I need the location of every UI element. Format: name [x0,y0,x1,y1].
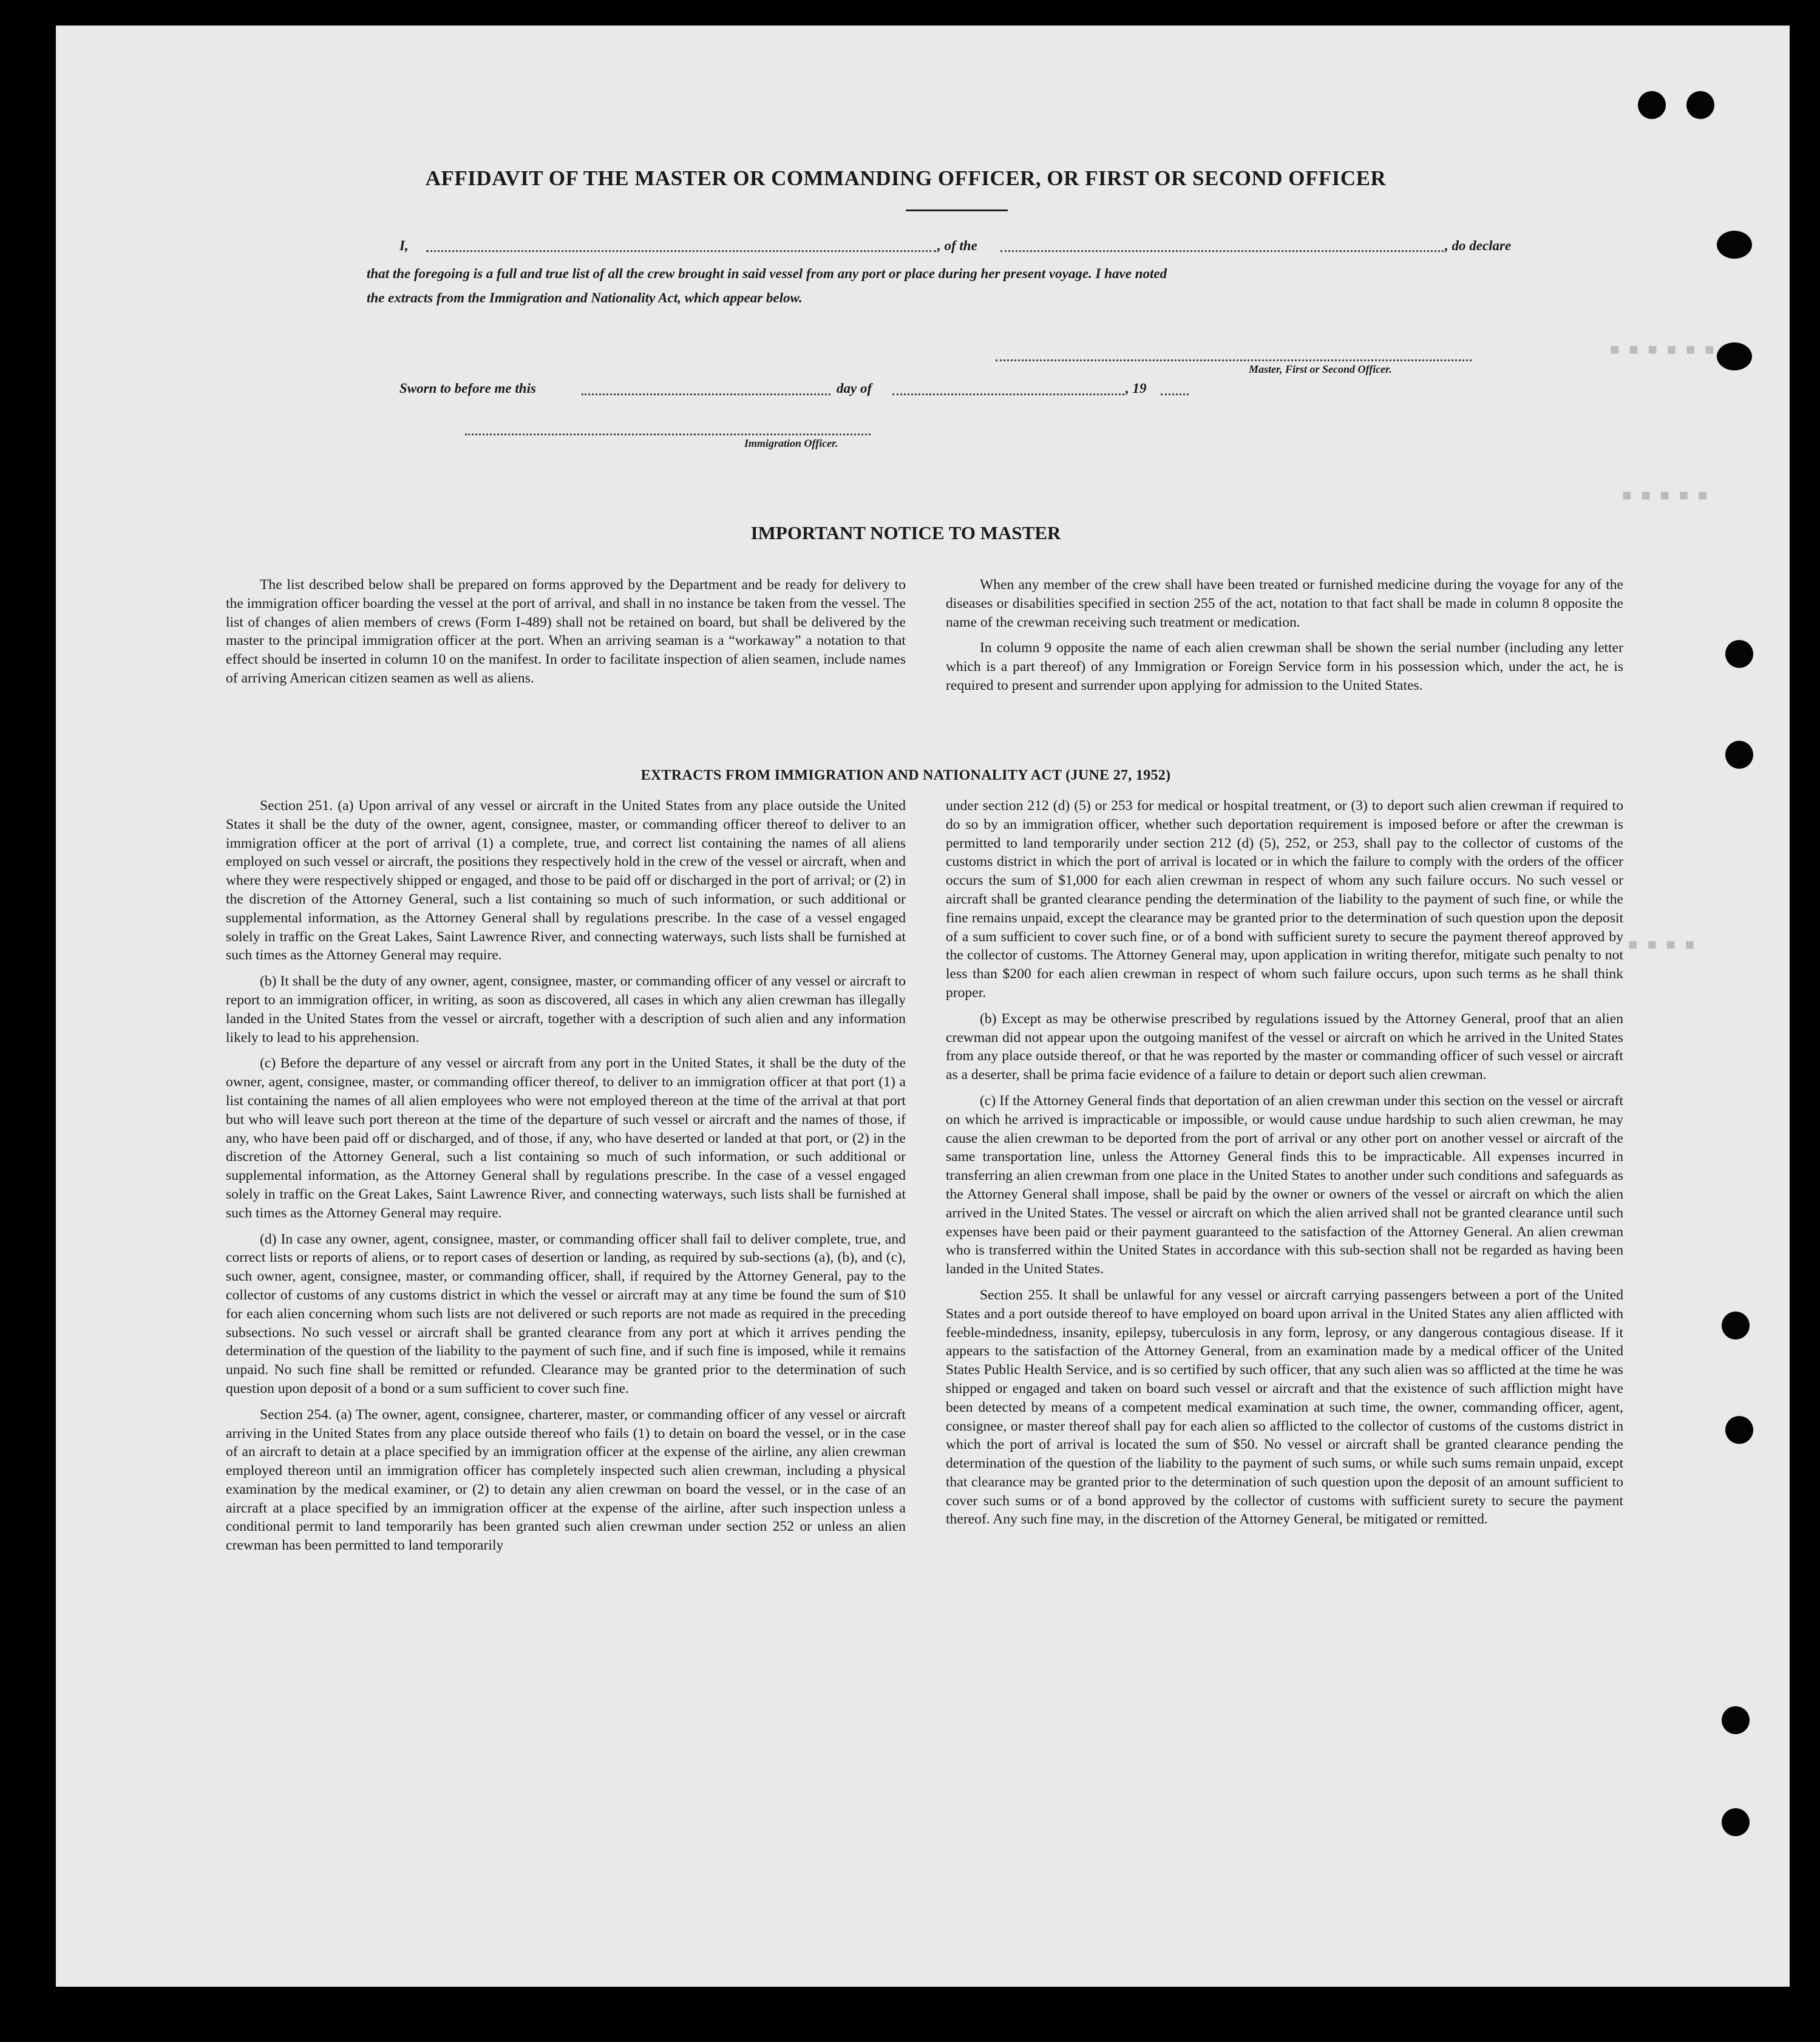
officer-signature-label: Immigration Officer. [744,437,838,449]
affidavit-statement-line1: that the foregoing is a full and true list of all the crew brought in said vessel from any port or place during her present voyage. I have noted [367,266,1167,281]
punch-hole [1725,741,1753,769]
do-declare-label: , do declare [1445,238,1512,253]
notice-title: IMPORTANT NOTICE TO MASTER [750,522,1061,543]
sworn-label: Sworn to before me this [399,381,536,396]
master-signature-label: Master, First or Second Officer. [1249,363,1392,375]
section-251c: (c) Before the departure of any vessel or aircraft from any port in the United States, it shall be the duty of the owner, agent, consignee, master, or commanding officer thereof, to deliver to an immigration officer at that port (1) a list containing the names of all alien employees who were not employed thereon at the time of the arrival at that port but who will leave such port thereon at the time of the departure of such vessel or aircraft and the names of those, if any, who have been paid off or discharged, and of those, if any, who have deserted or landed at that port, or (2) in the discretion of the Attorney General, such a list containing so much of such information, or such additional or supplemental information, as the Attorney General shall by regulations prescribe. In the case of a vessel engaged solely in traffic on the Great Lakes, Saint Lawrence River, and connecting waterways, such lists shall be furnished at such times as the Attorney General may require. [226,1055,906,1221]
punch-hole [1722,1312,1750,1339]
section-254b: (b) Except as may be otherwise prescribed by regulations issued by the Attorney General, proof that an alien crewman did not appear upon the outgoing manifest of the vessel or aircraft on which he arrived in the United States from any place outside thereof, or that he was reported by the master or commanding officer of such vessel or aircraft as a deserter, shall be prima facie evidence of a failure to detain or deport such alien crewman. [946,1010,1623,1083]
punch-hole [1717,342,1752,370]
extracts-title: EXTRACTS FROM IMMIGRATION AND NATIONALITY ACT (JUNE 27, 1952) [640,767,1171,783]
punch-hole [1717,231,1752,259]
of-the-label: , of the [937,238,977,253]
officer-signature-line [465,434,871,435]
section-251a: Section 251. (a) Upon arrival of any vessel or aircraft in the United States from any place outside the United States it shall be the duty of the owner, agent, consignee, master, or commanding officer thereof to deliver to an immigration officer at the port of arrival (1) a complete, true, and correct list containing the names of all aliens employed on such vessel or aircraft, the positions they respectively hold in the crew of the vessel or aircraft, when and where they were respectively shipped or engaged, and those to be paid off or discharged in the port of arrival; or (2) in the discretion of the Attorney General, such a list containing so much of such information, or such additional or supplemental information, as the Attorney General shall by regulations prescribe. In the case of a vessel engaged solely in traffic on the Great Lakes, Saint Lawrence River, and connecting waterways, such lists shall be furnished at such times as the Attorney General may require. [226,798,906,964]
master-signature-line [996,359,1472,361]
affidavit-title: AFFIDAVIT OF THE MASTER OR COMMANDING OFFICER, OR FIRST OR SECOND OFFICER [425,166,1387,190]
section-251d: (d) In case any owner, agent, consignee, master, or commanding officer shall fail to deliver complete, true, and correct lists or reports of aliens, or to report cases of desertion or landing, as required by sub-sections (a), (b), and (c), such owner, agent, consignee, master, or commanding officer, shall, if required by the Attorney General, pay to the collector of customs of any customs district in which the vessel or aircraft may at any time be found the sum of $10 for each alien concerning whom such lists are not delivered or such reports are not made as required in the preceding subsections. No such vessel or aircraft shall be granted clearance from any port at which it arrives pending the determination of the question of the liability to the payment of such fine, and if such fine is imposed, while it remains unpaid. No such fine shall be remitted or refunded. Clearance may be granted prior to the determination of such question upon deposit of a bond or a sum sufficient to cover such fine. [226,1231,906,1397]
section-254a-start: Section 254. (a) The owner, agent, consignee, charterer, master, or commanding officer of any vessel or aircraft arriving in the United States from any place outside thereof who fails (1) to detain on board the vessel, or in the case of an aircraft to detain at a place specified by an immigration officer at the expense of the airline, any alien crewman employed thereon until an immigration officer has completely inspected such alien crewman, including a physical examination by the medical examiner, or (2) to detain any alien crewman on board the vessel, or in the case of an aircraft at a place specified by an immigration officer at the expense of the airline, after such inspection unless a conditional permit to land temporarily has been granted such alien crewman under section 252 or unless an alien crewman has been permitted to land temporarily [226,1406,906,1554]
extracts-left-column [226,797,906,1562]
vessel-blank [1000,250,1444,252]
punch-hole [1722,1808,1750,1836]
name-blank [426,250,936,252]
section-254c: (c) If the Attorney General finds that deportation of an alien crewman under this section on the vessel or aircraft on which he arrived is impracticable or impossible, or would cause undue hardship to such alien crewman, he may cause the alien crewman to be deported from the port of arrival or any other port on another vessel or aircraft of the same transportation line, unless the Attorney General finds this to be impracticable. All expenses incurred in transferring an alien crewman from one place in the United States to another under such conditions and safeguards as the Attorney General shall impose, shall be paid by the owner or owners of the vessel or aircraft on which the alien arrived in the United States. The vessel or aircraft on which the alien arrived shall not be granted clearance until such expenses have been paid or their payment guaranteed to the satisfaction of the Attorney General. An alien crewman who is transferred within the United States in accordance with this sub-section shall not be regarded as having been landed in the United States. [946,1092,1623,1278]
punch-hole [1686,91,1714,119]
bleed-through: ■ ■ ■ ■ ■ ■ [1610,341,1714,359]
bleed-through: ■ ■ ■ ■ ■ [1622,487,1708,505]
punch-hole [1725,1416,1753,1444]
sworn-year-blank [1161,393,1189,395]
section-255: Section 255. It shall be unlawful for any vessel or aircraft carrying passengers between a port of the United States and a port outside thereof to have employed on board upon arrival in the United States any alien afflicted with feeble-mindedness, insanity, epilepsy, tuberculosis in any form, leprosy, or any dangerous contagious disease. If it appears to the satisfaction of the Attorney General, from an examination made by a medical officer of the United States Public Health Service, and is so certified by such officer, that any such alien was so afflicted at the time he was shipped or engaged and taken on board such vessel or aircraft and that the existence of such affliction might have been detected by means of a competent medical examination at such time, the owner, commanding officer, agent, consignee, or master thereof shall pay for each alien so afflicted to the collector of customs of the customs district in which the port of arrival is located the sum of $50. No vessel or aircraft shall be granted clearance pending the determination of the question of the liability to the payment of such sums, or while such sums remain unpaid, except that clearance may be granted prior to the determination of such question upon the deposit of an amount sufficient to cover such sums or of a bond approved by the collector of customs with sufficient surety to secure the payment thereof. Any such fine may, in the discretion of the Attorney General, be mitigated or remitted. [946,1287,1623,1528]
notice-right-column [946,576,1623,703]
punch-hole [1638,91,1666,119]
sworn-day-blank [582,393,830,395]
bleed-through: ■ ■ ■ ■ [1628,936,1695,955]
punch-hole [1722,1706,1750,1734]
section-251b: (b) It shall be the duty of any owner, agent, consignee, master, or commanding officer of any vessel or aircraft to report to an immigration officer, in writing, as soon as discovered, all cases in which any alien crewman has illegally landed in the United States from the vessel or aircraft, together with a description of such alien and any information likely to lead to his apprehension. [226,973,906,1046]
notice-right-paragraph-2: In column 9 opposite the name of each alien crewman shall be shown the serial number (including any letter which is a part thereof) of any Immigration or Foreign Service form in his possession which, under the act, he is required to present and surrender upon applying for admission to the United States. [946,640,1623,693]
year-label: , 19 [1126,381,1147,396]
i-label: I, [399,238,409,253]
sworn-month-blank [892,393,1124,395]
notice-left-paragraph: The list described below shall be prepared on forms approved by the Department and be ready for delivery to the immigration officer boarding the vessel at the port of arrival, and shall in no instance be taken from the vessel. The list of changes of alien members of crews (Form I-489) shall not be retained on board, but shall be delivered by the master to the principal immigration officer at the port. When an arriving seaman is a “workaway” a notation to that effect should be inserted in column 10 on the manifest. In order to facilitate inspection of alien seamen, include names of arriving American citizen seamen as well as aliens. [226,577,906,686]
day-of-label: day of [837,381,872,396]
punch-hole [1725,640,1753,668]
notice-right-paragraph-1: When any member of the crew shall have been treated or furnished medicine during the voyage for any of the diseases or disabilities specified in section 255 of the act, notation to that fact shall be made in column 8 opposite the name of the crewman receiving such treatment or medication. [946,577,1623,630]
notice-left-column [226,576,906,695]
extracts-right-column [946,797,1623,1536]
affidavit-statement-line2: the extracts from the Immigration and Nationality Act, which appear below. [367,290,803,305]
document-page [56,26,1790,1987]
title-rule [906,209,1008,211]
section-254a-continued: under section 212 (d) (5) or 253 for medical or hospital treatment, or (3) to deport such alien crewman if required to do so by an immigration officer, whether such deportation requirement is imposed before or after the crewman is permitted to land temporarily under section 212 (d) (5), 252, or 253, shall pay to the collector of customs of the customs district in which the port of arrival is located or in which the failure to comply with the orders of the officer occurs the sum of $1,000 for each alien crewman in respect of whom any such failure occurs. No such vessel or aircraft shall be granted clearance pending the determination of the liability to the payment of such fine, or while the fine remains unpaid, except the clearance may be granted prior to the determination of such question upon the deposit of a sum sufficient to cover such fine, or of a bond with sufficient surety to secure the payment thereof approved by the collector of customs. The Attorney General may, upon application in writing therefor, mitigate such penalty to not less than $200 for each alien crewman in respect of whom such failure occurs, upon such terms as he shall think proper. [946,798,1623,1001]
